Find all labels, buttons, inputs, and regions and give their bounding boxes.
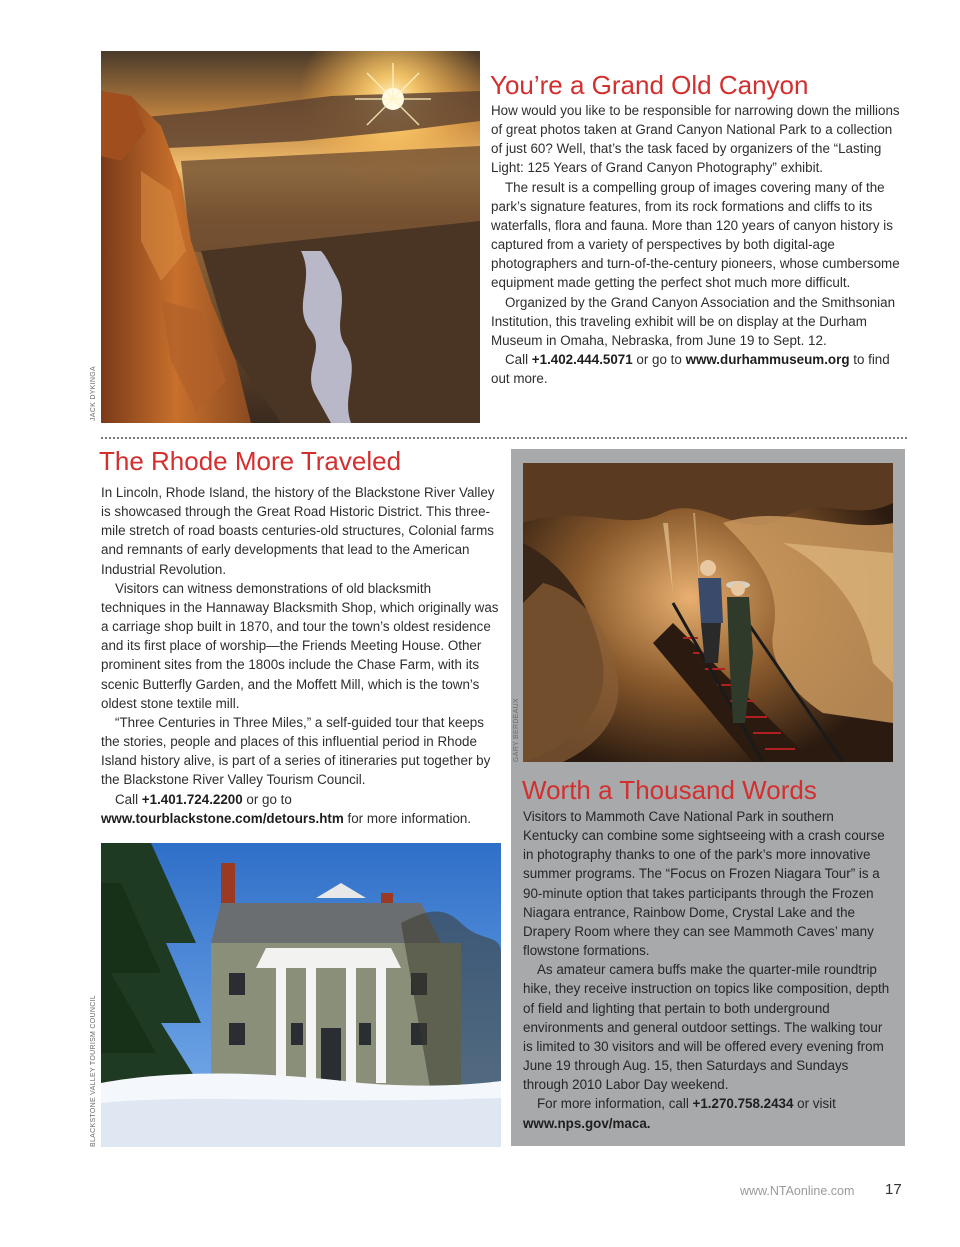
article-body: [523, 807, 891, 1133]
contact-paragraph: Call +1.401.724.2200 or go to www.tourblackstone.com/detours.htm for more information.: [101, 791, 472, 826]
website-link[interactable]: www.durhammuseum.org: [685, 352, 850, 368]
paragraph: In Lincoln, Rhode Island, the history of the Blackstone River Valley is showcased through the Great Road Historic District. This three-mile stretch of road boasts centuries-old structures, Colonial farms and remnants of early developments that lead to the American Industrial Revolution.: [101, 485, 495, 577]
paragraph: Organized by the Grand Canyon Association and the Smithsonian Institution, this traveling exhibit will be on display at the Durham Museum in Omaha, Nebraska, from June 19 to Sept. 12.: [491, 294, 896, 348]
mammoth-cave-photo: [523, 463, 893, 762]
website-link[interactable]: www.tourblackstone.com/detours.htm: [101, 810, 344, 826]
contact-paragraph: Call +1.402.444.5071 or go to www.durhammuseum.org to find out more.: [491, 352, 890, 387]
paragraph: Visitors to Mammoth Cave National Park in southern Kentucky can combine some sightseeing with a crash course in photography thanks to one of the park’s more innovative summer programs. The “Focus on Frozen Niagara Tour” is a 90-minute option that takes participants through the Frozen Niagara entrance, Rainbow Dome, Crystal Lake and the Drapery Room where they can see Mammoth Caves’ many flowstone formations.: [523, 809, 885, 959]
page-number: 17: [885, 1181, 902, 1198]
article-headline: Worth a Thousand Words: [522, 775, 817, 805]
article-body: [101, 483, 499, 828]
paragraph: “Three Centuries in Three Miles,” a self-guided tour that keeps the stories, people and places of this influential period in Rhode Island history alive, is part of a series of itineraries put together by the Blackstone River Valley Tourism Council.: [101, 714, 491, 788]
phone-number: +1.401.724.2200: [141, 791, 243, 807]
photo-credit: JACK DYKINGA: [90, 366, 97, 421]
blackstone-house-photo: [101, 843, 501, 1147]
section-divider: [101, 437, 907, 439]
article-headline: You’re a Grand Old Canyon: [490, 70, 809, 100]
paragraph: How would you like to be responsible for narrowing down the millions of great photos taken at Grand Canyon National Park to a collection of just 60? Well, that’s the task faced by organizers of the “Lasting Light: 125 Years of Grand Canyon Photography” exhibit.: [491, 103, 900, 176]
paragraph: Visitors can witness demonstrations of old blacksmith techniques in the Hannaway Blacksmith Shop, which originally was a carriage shop built in 1870, and tour the town’s oldest residence and its first place of worship—the Friends Meeting House. Other prominent sites from the 1800s include the Chase Farm, with its scenic Butterfly Garden, and the Moffett Mill, which is the town’s oldest stone textile mill.: [101, 580, 499, 711]
article-headline: The Rhode More Traveled: [99, 446, 402, 476]
footer-website[interactable]: www.NTAonline.com: [740, 1184, 855, 1198]
phone-number: +1.270.758.2434: [692, 1096, 794, 1112]
paragraph: The result is a compelling group of images covering many of the park’s signature features, from its rock formations and cliffs to its waterfalls, flora and fauna. More than 120 years of canyon history is captured from a variety of perspectives by both digital-age photographers and turn-of-the-century pioneers, whose cumbersome equipment made getting the perfect shot much more difficult.: [491, 179, 900, 291]
photo-credit: BLACKSTONE VALLEY TOURISM COUNCIL: [90, 994, 97, 1147]
website-link[interactable]: www.nps.gov/maca.: [523, 1115, 651, 1131]
grand-canyon-photo: [101, 51, 480, 423]
contact-paragraph: For more information, call +1.270.758.2434 or visit www.nps.gov/maca.: [523, 1096, 836, 1131]
phone-number: +1.402.444.5071: [531, 352, 633, 368]
photo-credit: GARY BERDEAUX: [513, 698, 520, 762]
paragraph: As amateur camera buffs make the quarter-mile roundtrip hike, they receive instruction on topics like composition, depth of field and lighting that pertain to both underground environments and general outdoor settings. The walking tour is limited to 30 visitors and will be offered every evening from June 19 through Aug. 15, then Saturdays and Sundays through 2010 Labor Day weekend.: [523, 962, 890, 1093]
article-body: [491, 101, 907, 388]
